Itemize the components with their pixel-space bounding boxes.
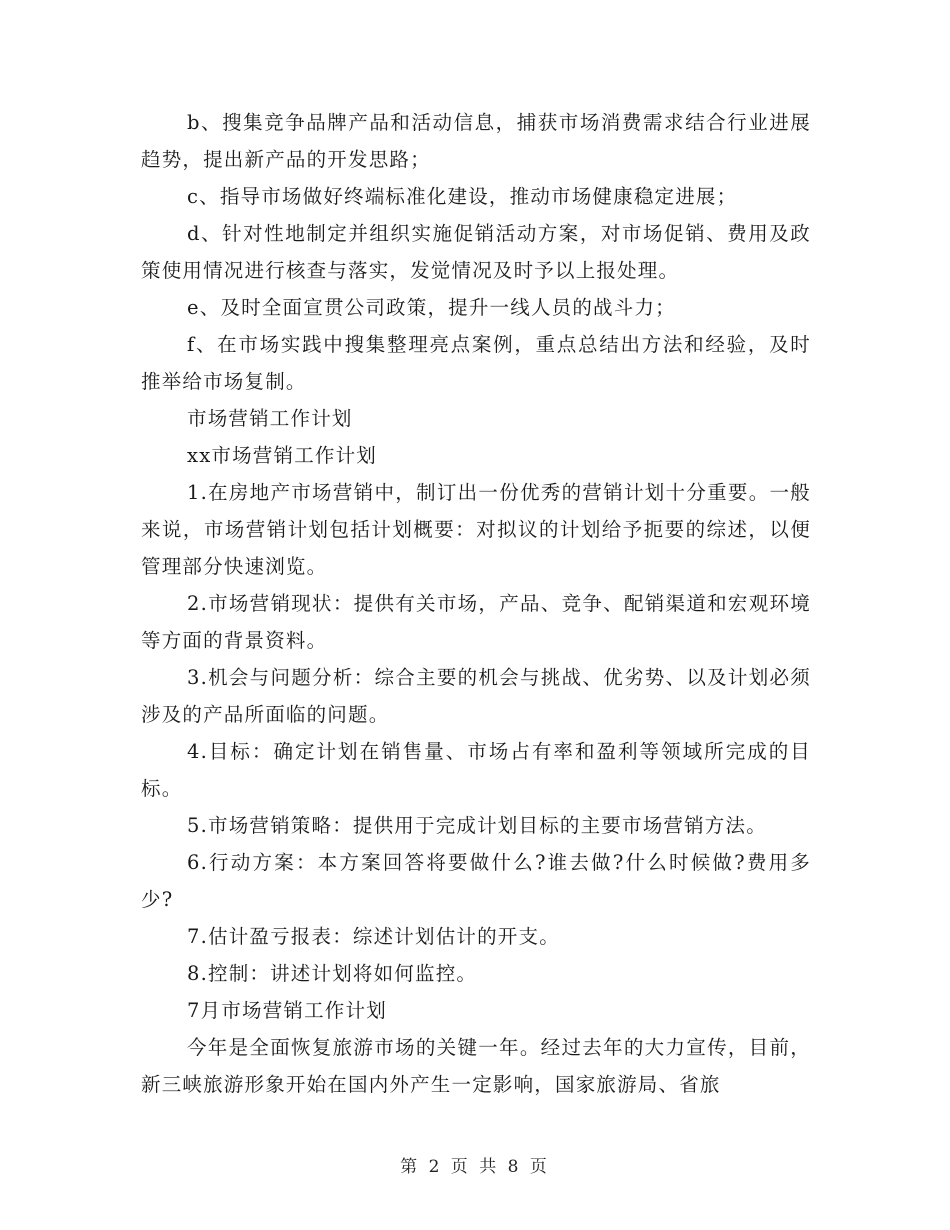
page-footer <box>0 1152 950 1177</box>
list-item-1-overview: 1.在房地产市场营销中，制订出一份优秀的营销计划十分重要。一般来说，市场营销计划包括计划概要：对拟议的计划给予扼要的综述，以便管理部分快速浏览。 <box>141 481 811 578</box>
list-item-3-analysis: 3.机会与问题分析：综合主要的机会与挑战、优劣势、以及计划必须涉及的产品所面临的问题。 <box>141 666 811 726</box>
list-item-7-profit-loss: 7.估计盈亏报表：综述计划估计的开支。 <box>187 925 560 948</box>
paragraph-f-case-collection: f、在市场实践中搜集整理亮点案例，重点总结出方法和经验，及时推举给市场复制。 <box>141 333 811 393</box>
paragraph-b-competitor-info: b、搜集竞争品牌产品和活动信息，捕获市场消费需求结合行业进展趋势，提出新产品的开发思路； <box>141 111 811 171</box>
section-heading-marketing-plan: 市场营销工作计划 <box>187 407 353 430</box>
paragraph-c-terminal-standards: c、指导市场做好终端标准化建设，推动市场健康稳定进展； <box>187 185 738 208</box>
page-number-label: 第 2 页 共 8 页 <box>400 1157 550 1177</box>
list-item-5-strategy: 5.市场营销策略：提供用于完成计划目标的主要市场营销方法。 <box>187 814 767 837</box>
list-item-6-action-plan: 6.行动方案：本方案回答将要做什么?谁去做?什么时候做?费用多少? <box>141 851 811 911</box>
section-heading-xx-marketing-plan: xx市场营销工作计划 <box>187 444 377 467</box>
paragraph-d-promotion-plan: d、针对性地制定并组织实施促销活动方案，对市场促销、费用及政策使用情况进行核查与落实，发觉情况及时予以上报处理。 <box>141 222 811 282</box>
section-heading-july-plan: 7月市场营销工作计划 <box>187 999 387 1022</box>
list-item-4-goals: 4.目标：确定计划在销售量、市场占有率和盈利等领域所完成的目标。 <box>141 740 811 800</box>
paragraph-e-policy: e、及时全面宣贯公司政策，提升一线人员的战斗力； <box>187 296 676 319</box>
document-body <box>141 104 811 1103</box>
paragraph-tourism-intro: 今年是全面恢复旅游市场的关键一年。经过去年的大力宣传，目前，新三峡旅游形象开始在国内外产生一定影响，国家旅游局、省旅 <box>141 1036 811 1096</box>
list-item-8-control: 8.控制：讲述计划将如何监控。 <box>187 962 478 985</box>
list-item-2-status: 2.市场营销现状：提供有关市场，产品、竞争、配销渠道和宏观环境等方面的背景资料。 <box>141 592 811 652</box>
